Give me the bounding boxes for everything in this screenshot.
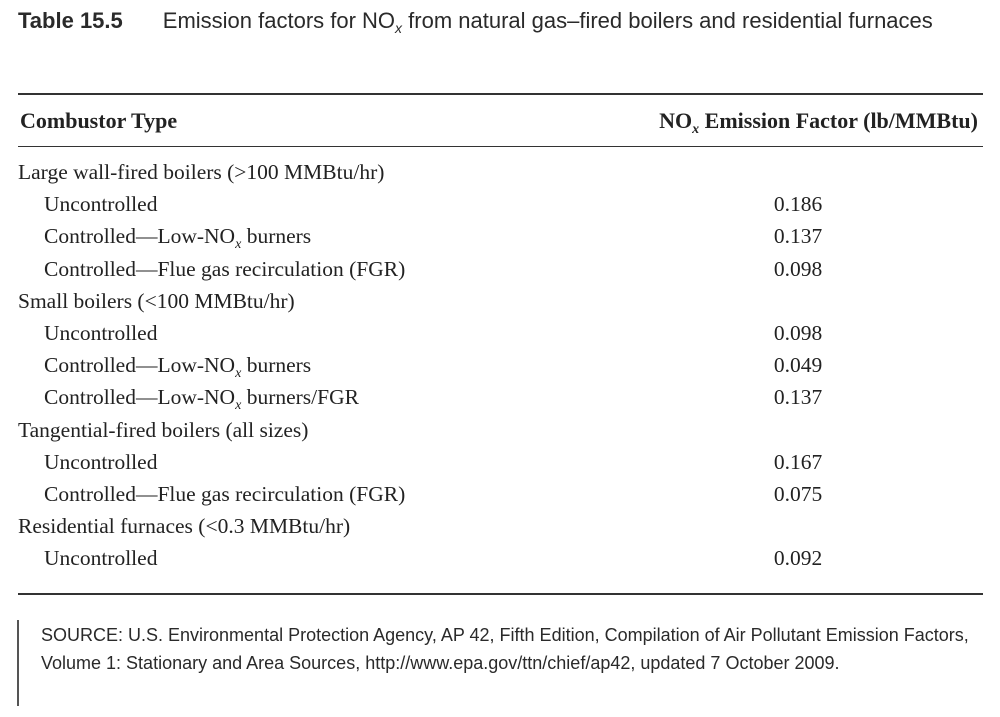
row-label-post: burners <box>241 224 312 249</box>
table-row <box>18 220 980 252</box>
row-label: Controlled—Flue gas recirculation (FGR) <box>44 481 406 506</box>
row-value: 0.098 <box>773 320 823 345</box>
row-value: 0.092 <box>773 546 823 571</box>
header-emission-suffix: Emission Factor (lb/MMBtu) <box>699 108 978 133</box>
table-row <box>18 349 980 381</box>
table-label: Table 15.5 <box>18 8 123 33</box>
row-value: 0.167 <box>773 449 823 474</box>
table-row <box>18 156 980 188</box>
row-label-subscript: x <box>235 366 242 382</box>
row-group-label: Residential furnaces (<0.3 MMBtu/hr) <box>18 514 351 539</box>
row-label <box>44 220 311 252</box>
row-label-pre: Controlled—Low-NO <box>44 385 236 410</box>
row-label: Uncontrolled <box>44 192 158 217</box>
table-row <box>18 446 980 478</box>
row-label: Uncontrolled <box>44 320 158 345</box>
table-row <box>18 414 980 446</box>
row-label-subscript: x <box>235 237 242 253</box>
source-bar <box>17 620 19 706</box>
table-row <box>18 478 980 510</box>
header-combustor-type: Combustor Type <box>20 108 178 133</box>
table-row <box>18 253 980 285</box>
table-row <box>18 381 980 413</box>
caption-subscript: x <box>395 20 403 36</box>
row-group-label: Small boilers (<100 MMBtu/hr) <box>18 288 295 313</box>
header-emission-subscript: x <box>692 122 700 137</box>
row-label <box>44 349 311 381</box>
caption-text-before: Emission factors for NO <box>162 8 396 33</box>
row-value: 0.137 <box>773 385 823 410</box>
row-group-label: Tangential-fired boilers (all sizes) <box>18 417 309 442</box>
source-note: SOURCE: U.S. Environmental Protection Agency, AP 42, Fifth Edition, Compilation of Air Pollutant Emission Factors, Volume 1: Stationary and Area Sources, http://www.epa.gov/ttn/chief/ap42, updated 7 October 2009. <box>41 625 969 673</box>
table-caption <box>18 6 983 36</box>
top-rule <box>18 93 983 95</box>
row-group-label: Large wall-fired boilers (>100 MMBtu/hr) <box>18 160 385 184</box>
row-label: Uncontrolled <box>44 449 158 474</box>
row-label: Controlled—Flue gas recirculation (FGR) <box>44 256 406 281</box>
row-label-post: burners <box>241 353 312 378</box>
row-label <box>44 381 359 413</box>
row-value: 0.075 <box>773 481 823 506</box>
row-label-pre: Controlled—Low-NO <box>44 224 236 249</box>
row-label-post: burners/FGR <box>241 385 359 410</box>
row-label-pre: Controlled—Low-NO <box>44 353 236 378</box>
row-label-subscript: x <box>235 398 242 414</box>
bottom-rule <box>18 593 983 595</box>
row-value: 0.098 <box>773 256 823 281</box>
table-row <box>18 542 980 574</box>
table-header <box>18 103 980 139</box>
table-body <box>18 156 980 574</box>
row-value: 0.049 <box>773 353 823 378</box>
table-row <box>18 510 980 542</box>
header-emission-prefix: NO <box>659 108 693 133</box>
row-value: 0.137 <box>773 224 823 249</box>
table-row <box>18 188 980 220</box>
header-rule <box>18 146 983 147</box>
row-value: 0.186 <box>773 192 823 217</box>
caption-text-after: from natural gas–fired boilers and residential furnaces <box>402 8 933 33</box>
header-emission-factor <box>659 103 978 139</box>
table-row <box>18 285 980 317</box>
row-label: Uncontrolled <box>44 546 158 571</box>
table-row <box>18 317 980 349</box>
